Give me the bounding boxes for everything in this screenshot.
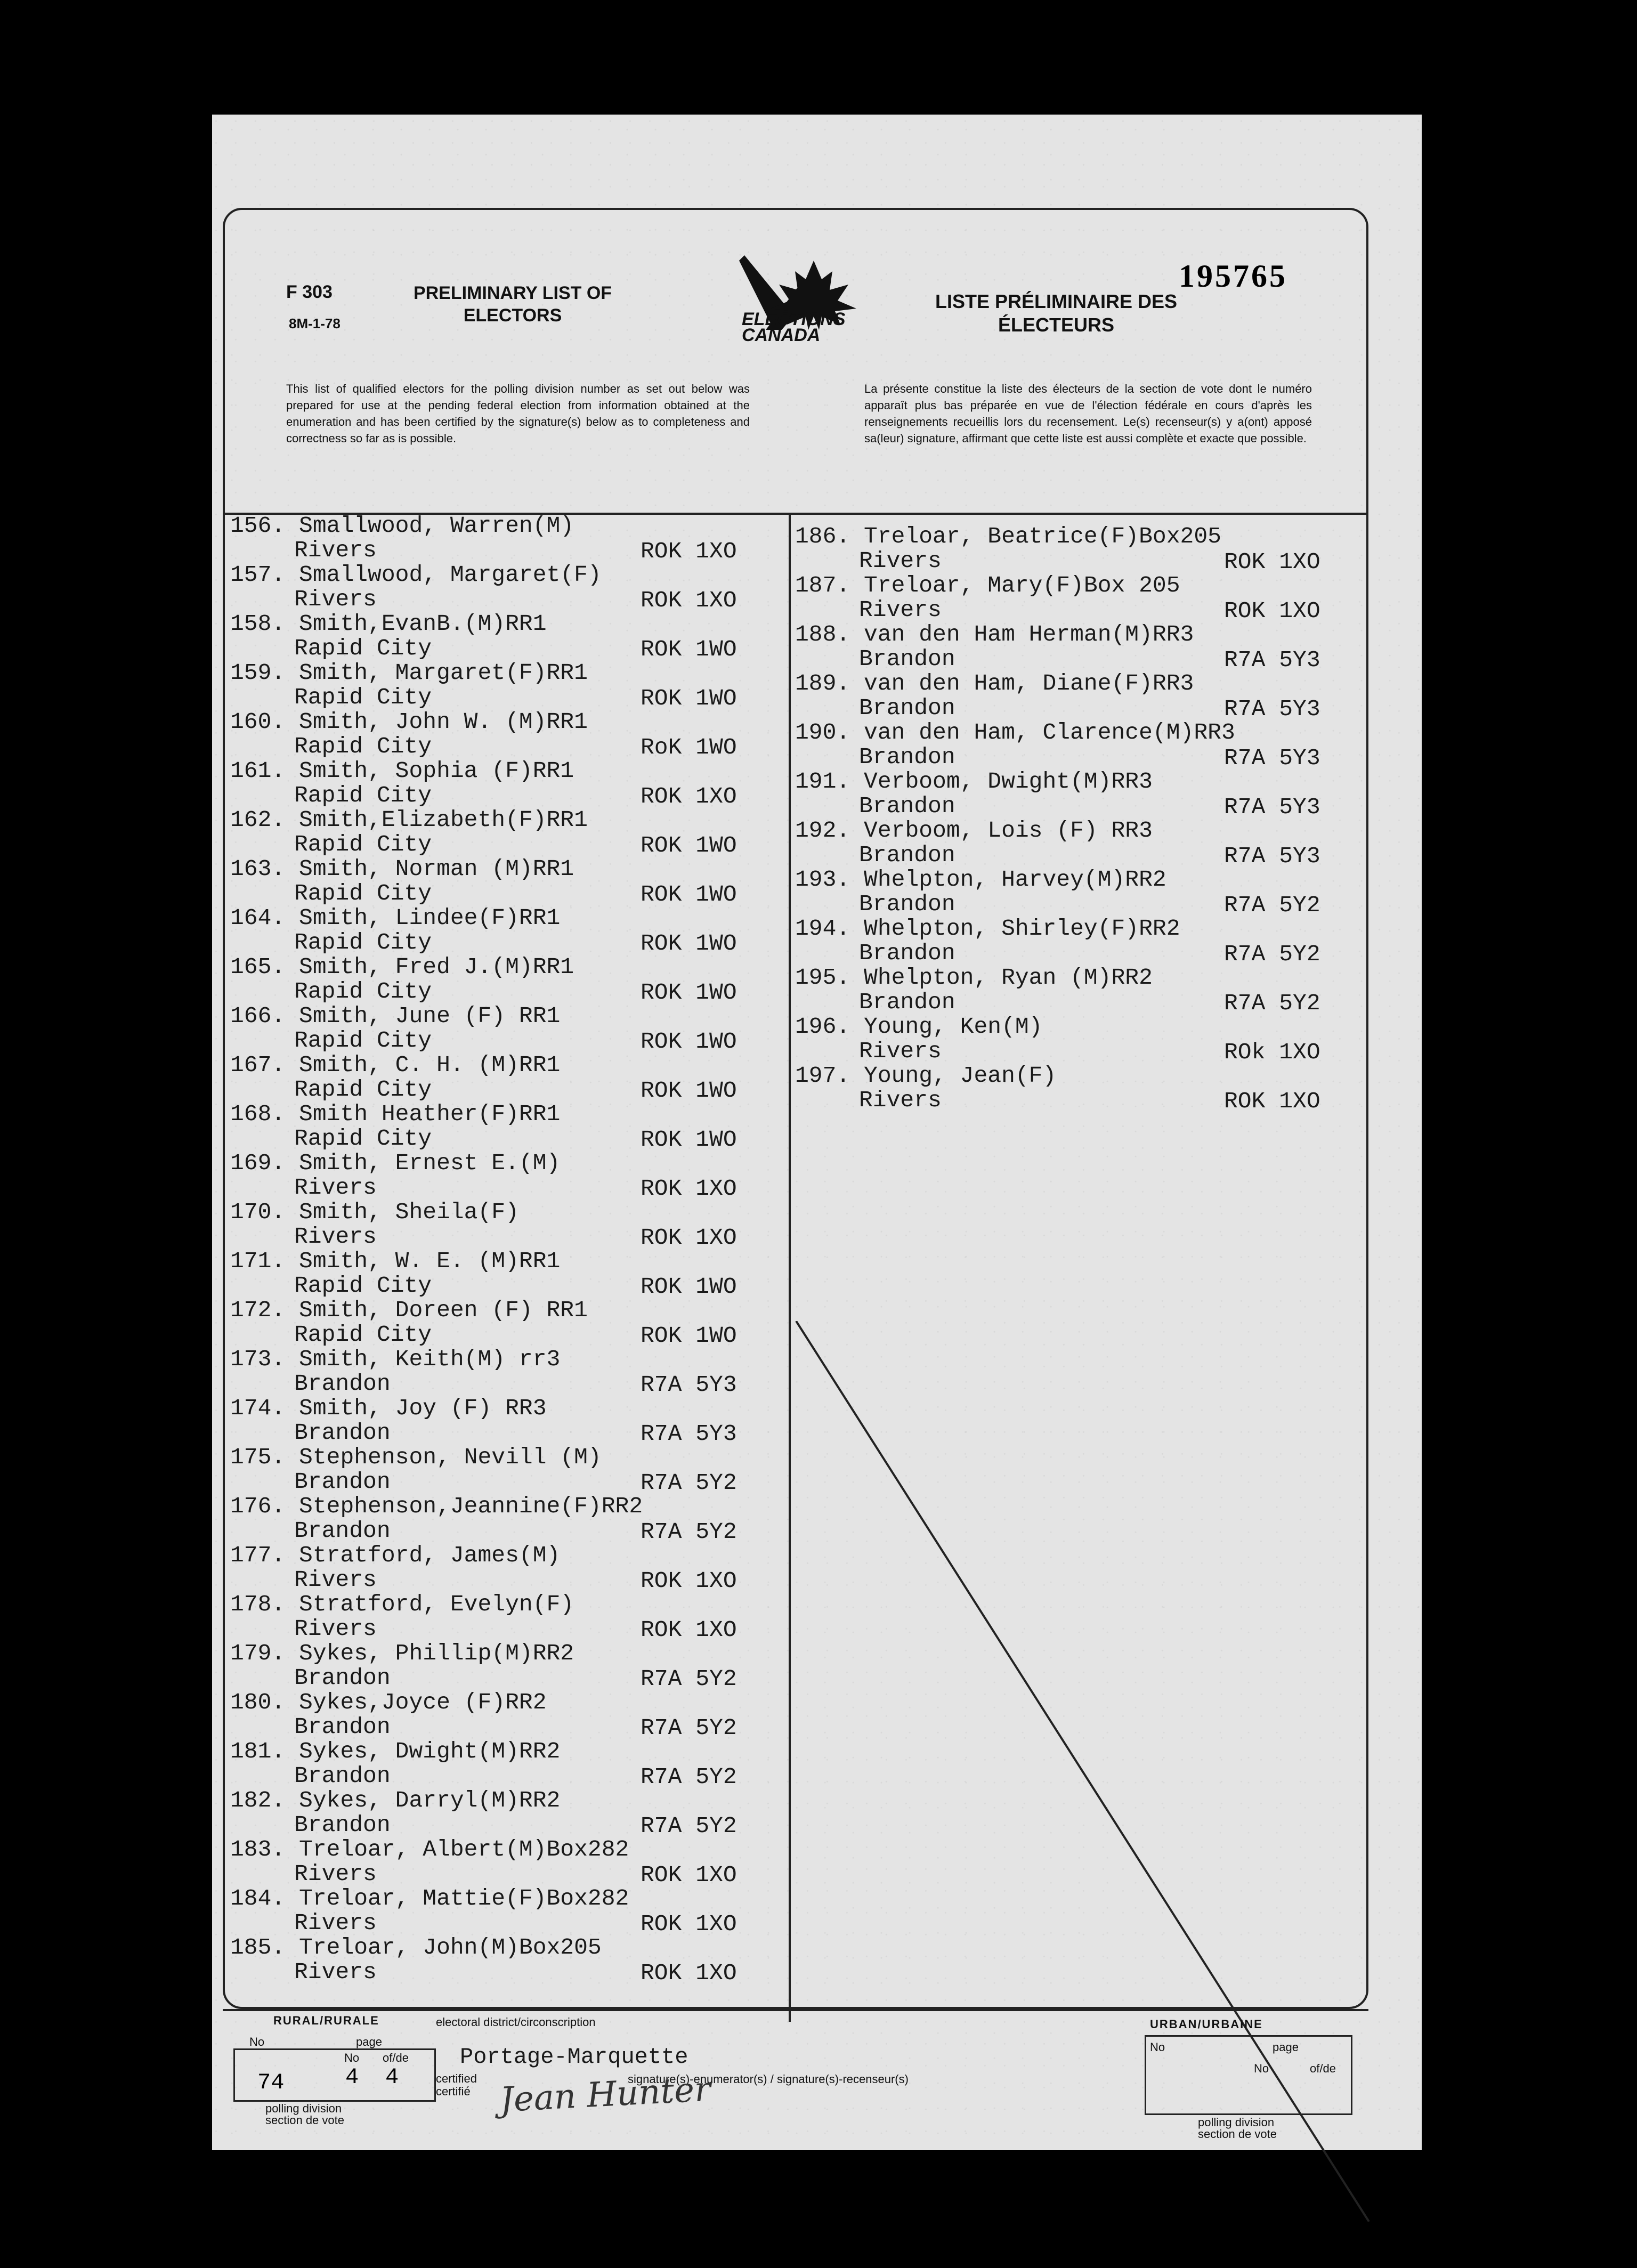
elector-number: 194. xyxy=(795,916,850,942)
elector-locality: Brandon xyxy=(294,1469,391,1495)
elector-name-line xyxy=(795,524,1221,549)
elector-entry xyxy=(230,1298,588,1347)
elector-number: 181. xyxy=(230,1738,286,1764)
elector-entry xyxy=(795,1064,1056,1113)
elector-entry xyxy=(230,1102,560,1151)
elector-postal-code: R7A 5Y3 xyxy=(1224,794,1320,820)
elector-name-line xyxy=(795,819,1153,843)
elector-postal-code: ROK 1WO xyxy=(641,685,737,711)
elector-locality: Rivers xyxy=(294,586,377,612)
elector-number: 188. xyxy=(795,621,850,647)
elector-entry xyxy=(795,622,1194,671)
elector-entry xyxy=(230,808,588,857)
elector-locality: Rapid City xyxy=(294,1027,432,1054)
elector-name: Sykes, Darryl(M)RR2 xyxy=(299,1787,561,1813)
elector-locality: Rivers xyxy=(859,1038,942,1064)
elector-entry xyxy=(230,1543,560,1592)
elector-postal-code: ROK 1WO xyxy=(641,1028,737,1055)
elector-name: Verboom, Dwight(M)RR3 xyxy=(864,768,1153,795)
elector-postal-code: ROK 1WO xyxy=(641,979,737,1006)
elector-number: 186. xyxy=(795,523,850,549)
elector-locality: Brandon xyxy=(859,793,955,819)
district-label: electoral district/circonscription xyxy=(436,2015,596,2029)
elector-number: 174. xyxy=(230,1395,286,1421)
elector-name-line xyxy=(230,710,588,734)
elector-postal-code: ROK 1XO xyxy=(641,783,737,809)
elector-postal-code: ROK 1WO xyxy=(641,1127,737,1153)
form-code: 8M-1-78 xyxy=(289,315,341,331)
elector-postal-code: R7A 5Y2 xyxy=(1224,990,1320,1016)
form-footer xyxy=(223,2009,1368,2141)
elector-name-line xyxy=(230,1837,629,1862)
elector-name-line xyxy=(230,1004,560,1028)
elector-postal-code: ROK 1WO xyxy=(641,636,737,662)
elector-entry xyxy=(230,1886,629,1935)
logo-text: ELECTIONS CANADA xyxy=(742,309,846,345)
title-english: PRELIMINARY LIST OF ELECTORS xyxy=(413,283,612,326)
elector-entry xyxy=(230,906,560,955)
elector-number: 166. xyxy=(230,1003,286,1029)
elector-postal-code: R7A 5Y2 xyxy=(641,1519,737,1545)
elector-locality: Brandon xyxy=(294,1665,391,1691)
elector-postal-code: R7A 5Y3 xyxy=(641,1372,737,1398)
elector-name: Treloar, Beatrice(F)Box205 xyxy=(864,523,1221,549)
elector-number: 163. xyxy=(230,856,286,882)
elector-postal-code: ROK 1XO xyxy=(641,1960,737,1986)
elector-postal-code: ROK 1XO xyxy=(1224,598,1320,624)
elector-name: Whelpton, Shirley(F)RR2 xyxy=(864,916,1180,942)
elector-postal-code: R7A 5Y3 xyxy=(641,1421,737,1447)
elector-number: 161. xyxy=(230,758,286,784)
elector-entry xyxy=(230,563,602,612)
elector-number: 158. xyxy=(230,611,286,637)
elector-number: 182. xyxy=(230,1787,286,1813)
elector-name-line xyxy=(230,906,560,930)
urban-page-label: page xyxy=(1273,2040,1299,2054)
elector-entry xyxy=(230,1396,547,1445)
elector-name-line xyxy=(795,868,1166,892)
elector-entry xyxy=(230,1739,560,1788)
elector-name: Sykes, Dwight(M)RR2 xyxy=(299,1738,561,1764)
elector-number: 173. xyxy=(230,1346,286,1372)
elector-number: 184. xyxy=(230,1885,286,1911)
elector-name: Smith, John W. (M)RR1 xyxy=(299,709,588,735)
elector-entry xyxy=(230,759,574,808)
elector-locality: Brandon xyxy=(294,1714,391,1740)
elector-number: 180. xyxy=(230,1689,286,1715)
elector-entry xyxy=(230,1788,560,1837)
elector-number: 192. xyxy=(795,817,850,844)
elector-entry xyxy=(230,1935,602,1985)
elector-name-line xyxy=(230,514,574,538)
elector-postal-code: ROK 1XO xyxy=(641,1225,737,1251)
elector-number: 171. xyxy=(230,1248,286,1274)
elector-postal-code: ROK 1XO xyxy=(1224,549,1320,575)
elector-name: Sykes, Phillip(M)RR2 xyxy=(299,1640,574,1666)
elector-number: 187. xyxy=(795,572,850,598)
elector-name-line xyxy=(795,917,1180,941)
elector-entry xyxy=(795,868,1166,917)
elector-entry xyxy=(795,770,1153,819)
elector-name: Smith, W. E. (M)RR1 xyxy=(299,1248,561,1274)
elector-locality: Brandon xyxy=(859,744,955,770)
elector-name-line xyxy=(795,573,1180,598)
elector-name-line xyxy=(795,720,1235,745)
elector-postal-code: ROK 1XO xyxy=(641,1862,737,1888)
elector-number: 159. xyxy=(230,660,286,686)
elector-postal-code: R7A 5Y2 xyxy=(1224,892,1320,918)
elector-name-line xyxy=(230,857,574,881)
elector-name: Young, Jean(F) xyxy=(864,1063,1057,1089)
polling-division-label: polling division section de vote xyxy=(265,2102,344,2127)
intro-text-french: La présente constitue la liste des électeurs de la section de vote dont le numéro apparaît plus bas préparée en vue de l'élection fédérale en cours d'après les renseignements recueillis lors du recensement. Le(s) recenseur(s) y a(ont) apposé sa(leur) signature, affirmant que cette liste est aussi complète et exacte que possible. xyxy=(864,382,1312,445)
elector-postal-code: ROK 1WO xyxy=(641,1323,737,1349)
elector-name-line xyxy=(230,1592,574,1617)
elector-entry xyxy=(795,1015,1043,1064)
electors-list-sheet xyxy=(212,115,1422,2150)
rural-page-no-label: No xyxy=(344,2051,360,2064)
rural-of-label: of/de xyxy=(383,2051,409,2064)
elector-locality: Brandon xyxy=(859,989,955,1015)
elector-name-line xyxy=(230,1935,602,1960)
elector-entry xyxy=(795,573,1180,622)
elector-name: Smallwood, Warren(M) xyxy=(299,513,574,539)
elector-locality: Rapid City xyxy=(294,782,432,808)
enumerator-signature: Jean Hunter xyxy=(499,2069,712,2120)
elector-name-line xyxy=(230,1641,574,1666)
elector-locality: Rapid City xyxy=(294,1273,432,1299)
elector-name: Smith,EvanB.(M)RR1 xyxy=(299,611,547,637)
elector-entry xyxy=(795,671,1194,720)
elector-locality: Rivers xyxy=(294,1567,377,1593)
elector-number: 195. xyxy=(795,965,850,991)
elector-locality: Rapid City xyxy=(294,929,432,955)
elector-postal-code: ROK 1XO xyxy=(641,538,737,564)
form-frame xyxy=(223,208,1368,2009)
elector-postal-code: ROK 1WO xyxy=(641,881,737,908)
elector-name-line xyxy=(230,1543,560,1568)
elector-locality: Brandon xyxy=(294,1812,391,1838)
elector-postal-code: R7A 5Y2 xyxy=(641,1715,737,1741)
elector-name: Treloar, Mattie(F)Box282 xyxy=(299,1885,629,1911)
elector-number: 176. xyxy=(230,1493,286,1519)
elector-name-line xyxy=(230,955,574,979)
elector-name-line xyxy=(230,1347,560,1372)
elector-name: Smith, Fred J.(M)RR1 xyxy=(299,954,574,980)
elector-entry xyxy=(795,524,1221,573)
elector-name-line xyxy=(795,1015,1043,1039)
elector-postal-code: ROK 1XO xyxy=(641,587,737,613)
elector-postal-code: ROK 1XO xyxy=(641,1176,737,1202)
elector-name-line xyxy=(230,1739,560,1764)
elector-entry xyxy=(795,720,1235,770)
certified-label: certified certifié xyxy=(436,2072,477,2098)
elector-postal-code: RoK 1WO xyxy=(641,734,737,760)
elector-number: 170. xyxy=(230,1199,286,1225)
elector-locality: Rapid City xyxy=(294,635,432,661)
elector-number: 165. xyxy=(230,954,286,980)
urban-polling-division-label: polling division section de vote xyxy=(1198,2116,1277,2141)
elector-name: van den Ham, Diane(F)RR3 xyxy=(864,670,1194,696)
elector-name: Stephenson, Nevill (M) xyxy=(299,1444,602,1470)
elector-entry xyxy=(230,1445,602,1494)
elector-name-line xyxy=(230,759,574,783)
elector-name: Whelpton, Harvey(M)RR2 xyxy=(864,866,1166,893)
page-of-number: 4 xyxy=(385,2064,399,2090)
polling-number: 74 xyxy=(257,2070,285,2095)
elector-entry xyxy=(230,1592,574,1641)
elector-entry xyxy=(795,819,1153,868)
elector-name-line xyxy=(230,808,588,832)
urban-page-no-label: No xyxy=(1254,2062,1269,2075)
elector-name-line xyxy=(230,1788,560,1813)
elector-name: Stephenson,Jeannine(F)RR2 xyxy=(299,1493,643,1519)
elector-entry xyxy=(230,1837,629,1886)
elector-name-line xyxy=(230,1396,547,1421)
elector-locality: Rivers xyxy=(294,537,377,563)
elector-postal-code: R7A 5Y3 xyxy=(1224,843,1320,869)
elector-name: Smith, Norman (M)RR1 xyxy=(299,856,574,882)
elector-locality: Rivers xyxy=(294,1174,377,1201)
elector-entry xyxy=(230,1690,547,1739)
elector-name: Stratford, James(M) xyxy=(299,1542,561,1568)
elector-name: Treloar, John(M)Box205 xyxy=(299,1934,602,1961)
elector-entry xyxy=(230,612,547,661)
elector-name: Smith, Lindee(F)RR1 xyxy=(299,905,561,931)
form-number: F 303 xyxy=(286,282,333,302)
elector-number: 189. xyxy=(795,670,850,696)
elector-postal-code: R7A 5Y3 xyxy=(1224,745,1320,771)
elector-number: 169. xyxy=(230,1150,286,1176)
title-french: LISTE PRÉLIMINAIRE DES ÉLECTEURS xyxy=(935,290,1178,336)
serial-number: 195765 xyxy=(1179,258,1287,294)
elector-number: 175. xyxy=(230,1444,286,1470)
elector-number: 190. xyxy=(795,719,850,746)
elector-locality: Rapid City xyxy=(294,978,432,1005)
elector-entry xyxy=(230,1494,643,1543)
elector-name: Smith, Sophia (F)RR1 xyxy=(299,758,574,784)
elector-postal-code: ROK 1WO xyxy=(641,832,737,858)
elector-locality: Rivers xyxy=(859,1087,942,1113)
elector-name: Whelpton, Ryan (M)RR2 xyxy=(864,965,1153,991)
elector-number: 197. xyxy=(795,1063,850,1089)
elector-number: 160. xyxy=(230,709,286,735)
elector-name: van den Ham Herman(M)RR3 xyxy=(864,621,1194,647)
elector-number: 162. xyxy=(230,807,286,833)
elector-locality: Rapid City xyxy=(294,684,432,710)
urban-label: URBAN/URBAINE xyxy=(1150,2018,1263,2031)
elector-locality: Rivers xyxy=(294,1224,377,1250)
elector-name-line xyxy=(230,1151,560,1176)
elector-name: Smith,Elizabeth(F)RR1 xyxy=(299,807,588,833)
elector-postal-code: ROK 1XO xyxy=(641,1568,737,1594)
elector-locality: Rapid City xyxy=(294,1322,432,1348)
elector-locality: Rapid City xyxy=(294,1125,432,1152)
elector-number: 167. xyxy=(230,1052,286,1078)
elector-postal-code: ROK 1WO xyxy=(641,1078,737,1104)
elector-number: 193. xyxy=(795,866,850,893)
elector-postal-code: R7A 5Y2 xyxy=(641,1470,737,1496)
elector-number: 164. xyxy=(230,905,286,931)
elector-number: 196. xyxy=(795,1014,850,1040)
elector-number: 179. xyxy=(230,1640,286,1666)
elector-number: 172. xyxy=(230,1297,286,1323)
elector-name: Smallwood, Margaret(F) xyxy=(299,562,602,588)
elector-name: Smith, Sheila(F) xyxy=(299,1199,519,1225)
elector-postal-code: ROk 1XO xyxy=(1224,1039,1320,1065)
elector-name-line xyxy=(230,1445,602,1470)
elector-locality: Rivers xyxy=(859,548,942,574)
elector-name: Verboom, Lois (F) RR3 xyxy=(864,817,1153,844)
urban-of-label: of/de xyxy=(1310,2062,1336,2075)
elector-name-line xyxy=(230,612,547,636)
elector-name-line xyxy=(230,1249,560,1274)
elector-postal-code: R7A 5Y2 xyxy=(641,1666,737,1692)
elector-entry xyxy=(230,710,588,759)
elector-name-line xyxy=(230,1886,629,1911)
elector-name-line xyxy=(230,661,588,685)
elector-name: Smith, Joy (F) RR3 xyxy=(299,1395,547,1421)
elector-name: Treloar, Mary(F)Box 205 xyxy=(864,572,1180,598)
elector-entry xyxy=(230,1151,560,1200)
elector-postal-code: ROK 1XO xyxy=(1224,1088,1320,1114)
elector-name: Smith, Keith(M) rr3 xyxy=(299,1346,561,1372)
elector-entry xyxy=(230,661,588,710)
elector-name-line xyxy=(230,1690,547,1715)
elector-entry xyxy=(230,857,574,906)
elector-locality: Brandon xyxy=(294,1371,391,1397)
elector-name-line xyxy=(230,1102,560,1127)
elector-name: Smith, C. H. (M)RR1 xyxy=(299,1052,561,1078)
elector-name: Smith Heather(F)RR1 xyxy=(299,1101,561,1127)
elector-locality: Brandon xyxy=(859,695,955,721)
elector-name: Treloar, Albert(M)Box282 xyxy=(299,1836,629,1862)
elector-entry xyxy=(230,1347,560,1396)
elector-locality: Brandon xyxy=(294,1420,391,1446)
elector-entry xyxy=(230,514,574,563)
elector-entry xyxy=(230,1004,560,1053)
elector-name-line xyxy=(230,1298,588,1323)
elector-entry xyxy=(795,917,1180,966)
elector-entry xyxy=(230,1249,560,1298)
elector-number: 185. xyxy=(230,1934,286,1961)
elector-name-line xyxy=(795,622,1194,647)
elector-name-line xyxy=(230,563,602,587)
rural-page-label: page xyxy=(356,2035,382,2048)
electoral-district: Portage-Marquette xyxy=(460,2044,688,2070)
elector-name-line xyxy=(230,1494,643,1519)
elector-name: Sykes,Joyce (F)RR2 xyxy=(299,1689,547,1715)
elector-locality: Brandon xyxy=(859,891,955,917)
elector-name: Young, Ken(M) xyxy=(864,1014,1043,1040)
elector-number: 178. xyxy=(230,1591,286,1617)
elector-name: van den Ham, Clarence(M)RR3 xyxy=(864,719,1235,746)
elector-name: Smith, Doreen (F) RR1 xyxy=(299,1297,588,1323)
elector-name-line xyxy=(795,966,1153,990)
page-number: 4 xyxy=(345,2064,359,2090)
elector-entry xyxy=(230,1200,519,1249)
elector-entry xyxy=(230,1641,574,1690)
elector-postal-code: R7A 5Y3 xyxy=(1224,647,1320,673)
elector-postal-code: ROK 1WO xyxy=(641,930,737,957)
elector-number: 183. xyxy=(230,1836,286,1862)
elector-locality: Rapid City xyxy=(294,733,432,759)
elector-locality: Brandon xyxy=(859,940,955,966)
intro-text-english: This list of qualified electors for the polling division number as set out below was prepared for use at the pending federal election from information obtained at the enumeration and has been certified by the signature(s) below as to completeness and correctness so far as is possible. xyxy=(286,382,750,445)
elector-name-line xyxy=(230,1200,519,1225)
signature-label: signature(s)-enumerator(s) / signature(s)-recenseur(s) xyxy=(628,2072,909,2086)
elector-name-line xyxy=(230,1053,560,1078)
elector-postal-code: R7A 5Y3 xyxy=(1224,696,1320,722)
elector-name-line xyxy=(795,770,1153,794)
elector-locality: Rivers xyxy=(294,1959,377,1985)
elector-number: 157. xyxy=(230,562,286,588)
elector-entry xyxy=(230,1053,560,1102)
elector-entry xyxy=(230,955,574,1004)
elector-name: Smith, June (F) RR1 xyxy=(299,1003,561,1029)
elector-locality: Brandon xyxy=(294,1763,391,1789)
elector-postal-code: ROK 1XO xyxy=(641,1617,737,1643)
elector-locality: Rivers xyxy=(294,1910,377,1936)
elector-postal-code: R7A 5Y2 xyxy=(641,1764,737,1790)
elector-locality: Brandon xyxy=(859,646,955,672)
elector-name: Stratford, Evelyn(F) xyxy=(299,1591,574,1617)
elector-number: 156. xyxy=(230,513,286,539)
elector-locality: Rivers xyxy=(859,597,942,623)
elector-entry xyxy=(795,966,1153,1015)
rural-label: RURAL/RURALE xyxy=(273,2014,379,2027)
elector-number: 191. xyxy=(795,768,850,795)
urban-no-label: No xyxy=(1150,2040,1165,2054)
elector-locality: Rapid City xyxy=(294,1076,432,1103)
elector-locality: Brandon xyxy=(859,842,955,868)
elector-locality: Rapid City xyxy=(294,831,432,857)
elector-postal-code: R7A 5Y2 xyxy=(641,1813,737,1839)
elector-name: Smith, Ernest E.(M) xyxy=(299,1150,561,1176)
elector-locality: Brandon xyxy=(294,1518,391,1544)
elector-locality: Rapid City xyxy=(294,880,432,906)
elector-postal-code: ROK 1XO xyxy=(641,1911,737,1937)
elector-number: 168. xyxy=(230,1101,286,1127)
elector-name: Smith, Margaret(F)RR1 xyxy=(299,660,588,686)
elector-name-line xyxy=(795,671,1194,696)
elector-locality: Rivers xyxy=(294,1861,377,1887)
elector-name-line xyxy=(795,1064,1056,1088)
elector-number: 177. xyxy=(230,1542,286,1568)
elector-postal-code: ROK 1WO xyxy=(641,1274,737,1300)
rural-no-label: No xyxy=(249,2035,265,2048)
elector-postal-code: R7A 5Y2 xyxy=(1224,941,1320,967)
elector-locality: Rivers xyxy=(294,1616,377,1642)
